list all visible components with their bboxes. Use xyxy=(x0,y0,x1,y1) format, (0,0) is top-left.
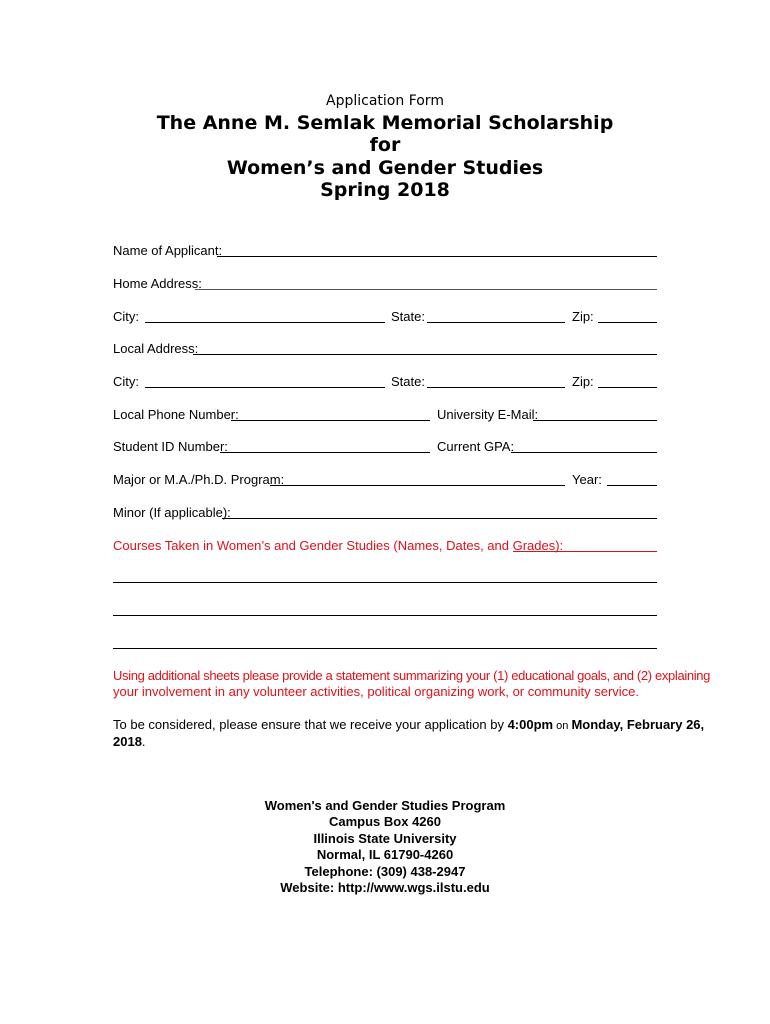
year-field[interactable] xyxy=(607,485,657,486)
courses-taken-field[interactable] xyxy=(513,551,657,552)
form-title-line-3: Women’s and Gender Studies xyxy=(226,157,544,179)
form-title-line-4: Spring 2018 xyxy=(320,179,450,201)
local-city-field[interactable] xyxy=(145,387,385,388)
local-state-field[interactable] xyxy=(427,387,565,388)
contact-city: Normal, IL 61790-4260 xyxy=(316,847,454,863)
home-state-field[interactable] xyxy=(427,322,565,323)
major-program-label: Major or M.A./Ph.D. Program: xyxy=(113,472,285,487)
local-state-label: State: xyxy=(391,374,425,389)
deadline-date: Monday, February 26, xyxy=(571,717,705,732)
statement-line-1: Using additional sheets please provide a statement summarizing your (1) educational goals, and (2) explaining xyxy=(113,668,711,683)
current-gpa-field[interactable] xyxy=(511,452,657,453)
form-subtitle: Application Form xyxy=(326,93,444,109)
university-email-field[interactable] xyxy=(533,420,657,421)
deadline-paragraph xyxy=(113,717,705,750)
deadline-year: 2018 xyxy=(113,734,142,749)
home-zip-label: Zip: xyxy=(572,309,594,324)
courses-taken-line-2[interactable] xyxy=(113,582,657,583)
student-id-label: Student ID Number: xyxy=(113,439,228,454)
statement-line-2: your involvement in any volunteer activities, political organizing work, or community service. xyxy=(113,684,639,699)
form-title-line-2: for xyxy=(369,134,401,156)
local-zip-field[interactable] xyxy=(598,387,657,388)
contact-telephone: Telephone: (309) 438-2947 xyxy=(304,863,466,879)
local-phone-field[interactable] xyxy=(231,420,430,421)
name-of-applicant-label: Name of Applicant: xyxy=(113,243,223,258)
deadline-on: on xyxy=(553,720,572,732)
statement-instructions xyxy=(113,668,711,700)
deadline-time: 4:00pm xyxy=(507,717,554,732)
year-label: Year: xyxy=(572,472,602,487)
local-phone-label: Local Phone Number: xyxy=(113,407,239,422)
local-address-label: Local Address: xyxy=(113,341,199,356)
contact-box: Campus Box 4260 xyxy=(329,814,441,830)
deadline-prefix: To be considered, please ensure that we receive your application by xyxy=(113,717,508,732)
home-zip-field[interactable] xyxy=(598,322,657,323)
home-state-label: State: xyxy=(391,309,425,324)
contact-website[interactable]: Website: http://www.wgs.ilstu.edu xyxy=(280,880,490,896)
name-of-applicant-field[interactable] xyxy=(217,256,657,257)
home-address-label: Home Address: xyxy=(113,276,202,291)
current-gpa-label: Current GPA: xyxy=(437,439,515,454)
local-city-label: City: xyxy=(113,374,139,389)
deadline-period: . xyxy=(141,734,146,749)
home-address-field[interactable] xyxy=(195,289,657,290)
contact-program: Women's and Gender Studies Program xyxy=(264,798,506,813)
courses-taken-line-4[interactable] xyxy=(113,648,657,649)
courses-taken-label: Courses Taken in Women’s and Gender Studies (Names, Dates, and Grades): xyxy=(113,538,564,553)
home-city-field[interactable] xyxy=(145,322,385,323)
minor-field[interactable] xyxy=(222,518,657,519)
local-address-field[interactable] xyxy=(193,354,657,355)
local-zip-label: Zip: xyxy=(572,374,594,389)
form-title-line-1: The Anne M. Semlak Memorial Scholarship xyxy=(156,112,614,134)
student-id-field[interactable] xyxy=(220,452,430,453)
minor-label: Minor (If applicable): xyxy=(113,505,231,520)
contact-block xyxy=(0,798,770,896)
contact-university: Illinois State University xyxy=(313,830,457,846)
university-email-label: University E-Mail: xyxy=(437,407,539,422)
major-program-field[interactable] xyxy=(270,485,565,486)
courses-taken-line-3[interactable] xyxy=(113,615,657,616)
home-city-label: City: xyxy=(113,309,139,324)
